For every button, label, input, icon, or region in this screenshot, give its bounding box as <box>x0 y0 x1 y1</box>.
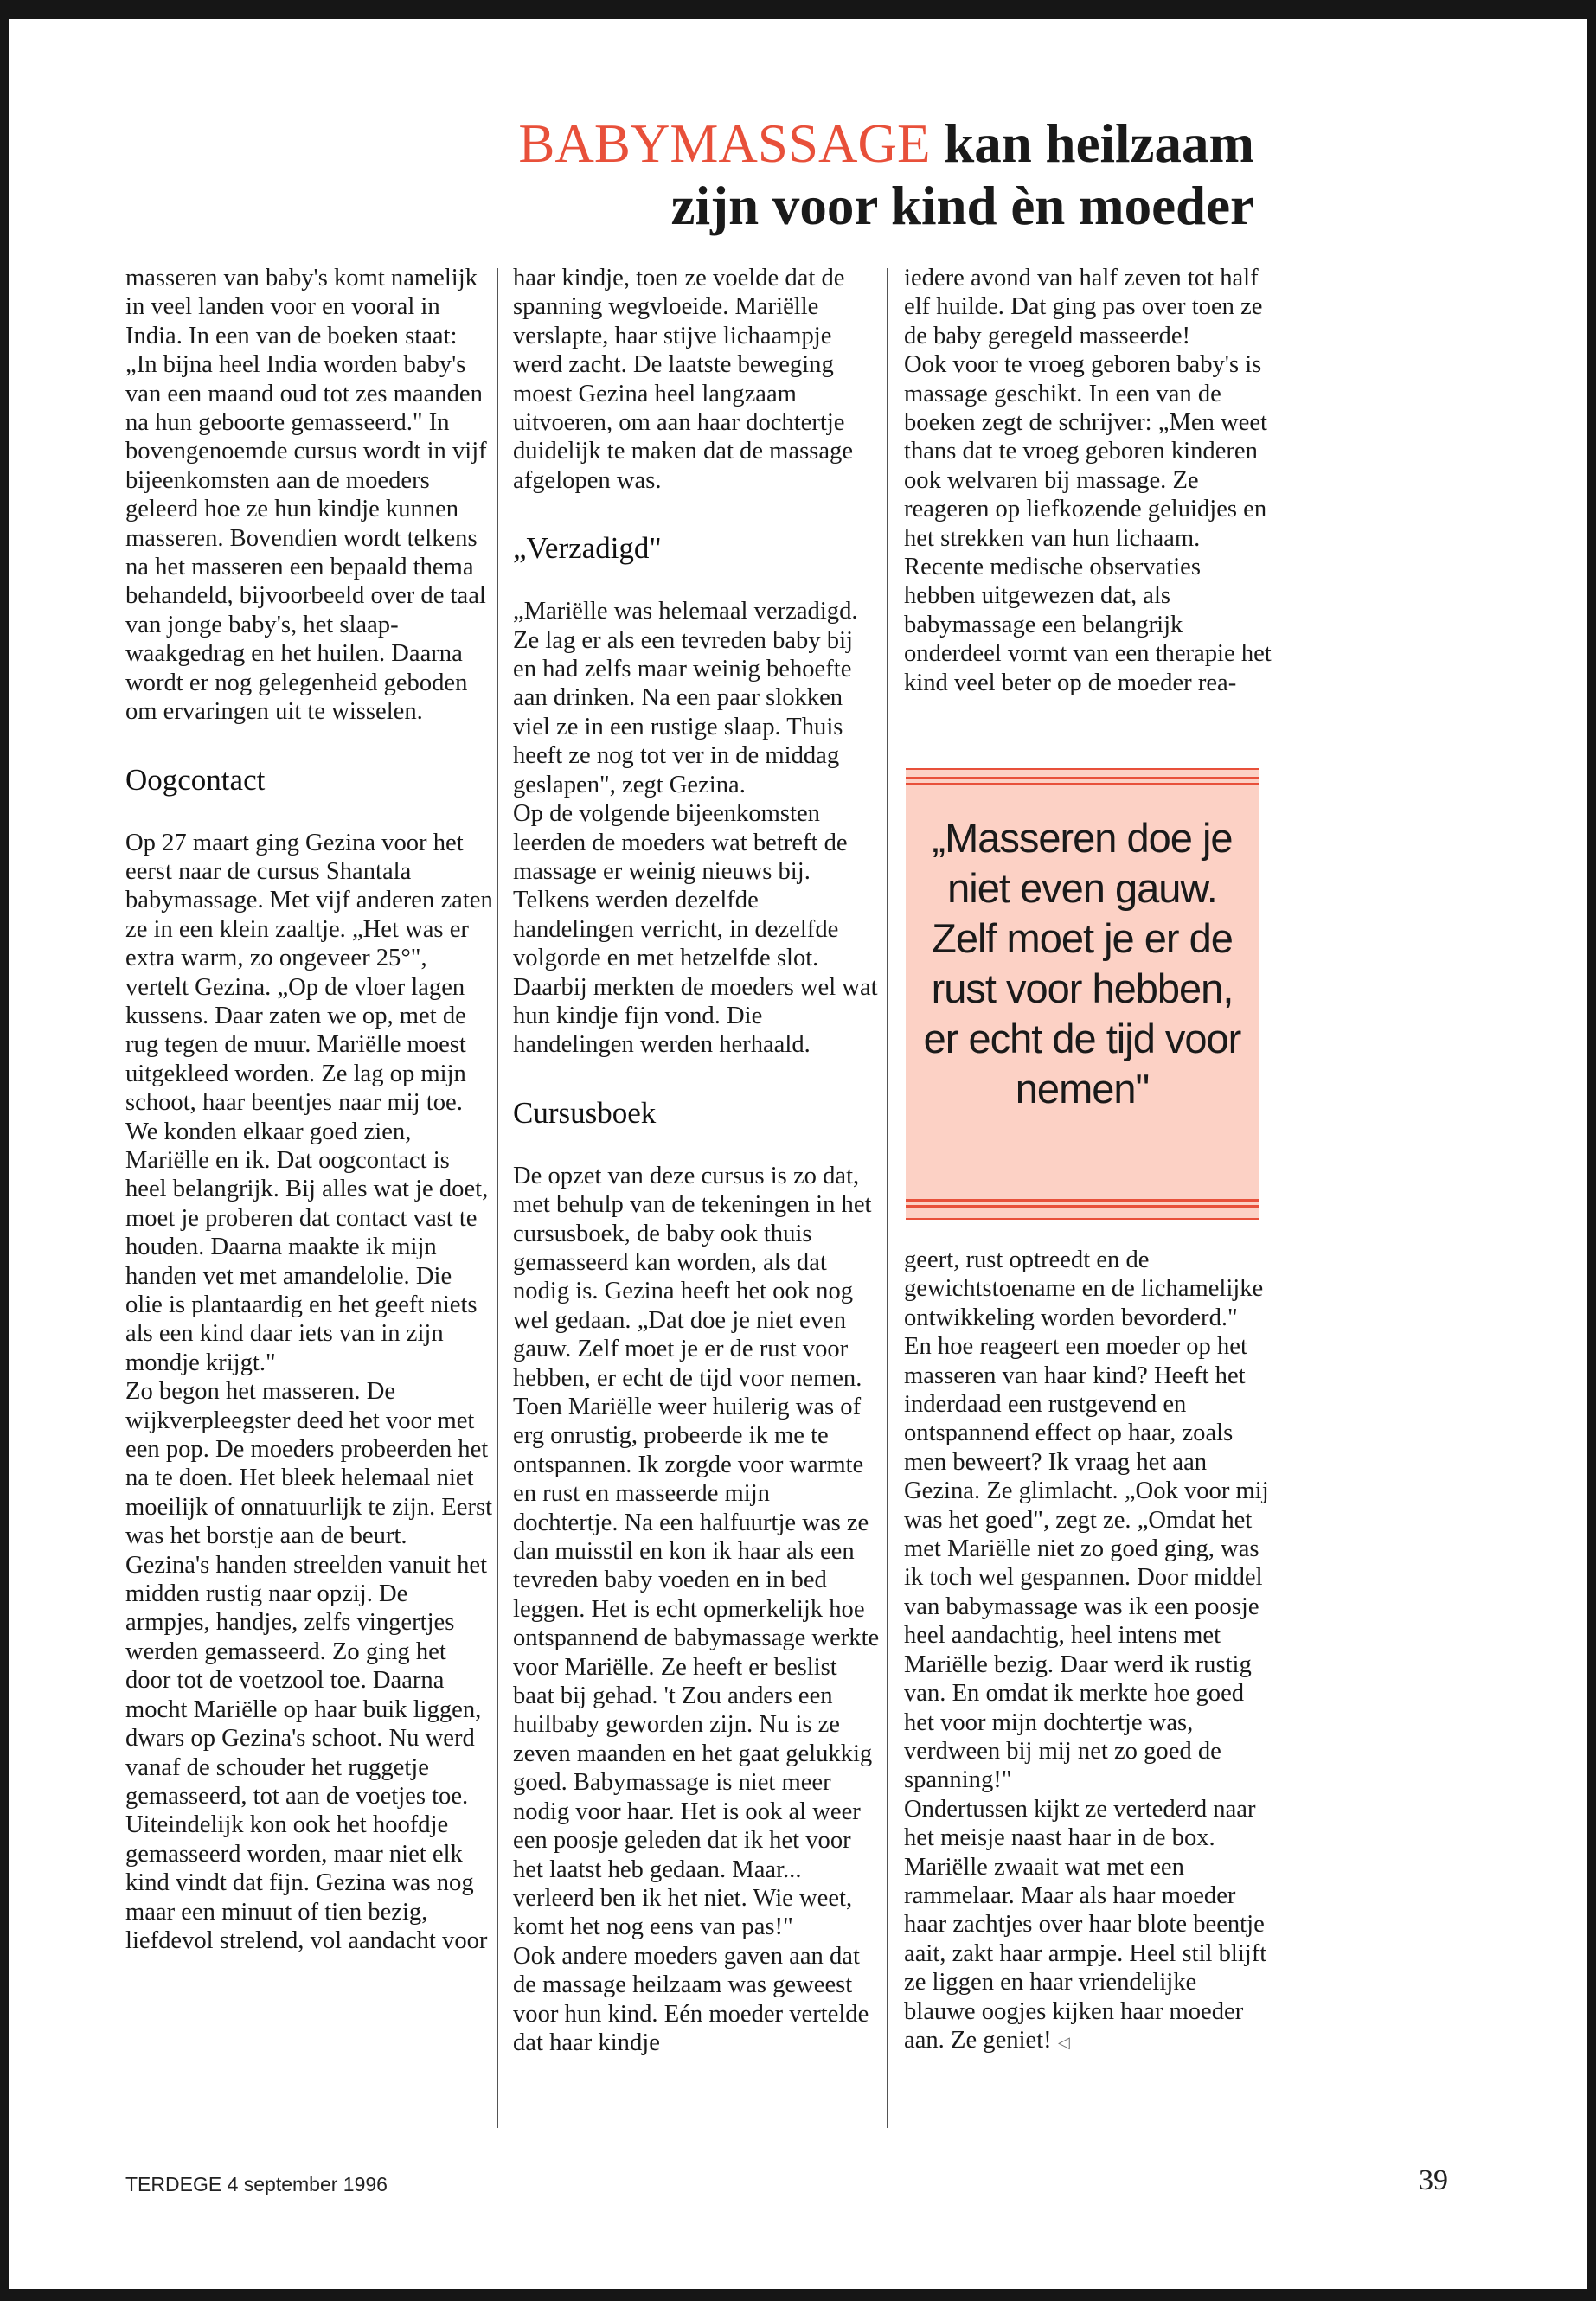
paragraph: haar kindje, toen ze voelde dat de spanning wegvloeide. Mariëlle verslapte, haar stijve lichaampje werd zacht. De laatste beweging moest Gezina heel langzaam uitvoeren, om aan haar dochtertje duidelijk te maken dat de massage afgelopen was. <box>513 265 854 494</box>
publication-footer: TERDEGE 4 september 1996 <box>125 2173 388 2195</box>
paragraph: En hoe reageert een moeder op het masseren van haar kind? Heeft het inderdaad een rustgevend en ontspannend effect op haar, zoals men beweert? Ik vraag het aan Gezina. Ze glimlacht. „Ook voor mij was het goed", zegt ze. „Omdat het met Mariëlle niet zo goed ging, was ik toch wel gespannen. Door middel van babymassage was ik een poosje heel aandachtig, heel intens met Mariëlle bezig. Daar werd ik rustig van. En omdat ik merkte hoe goed het voor mijn dochtertje was, verdween bij mij net zo goed de spanning!" <box>904 1333 1269 1794</box>
column-1 <box>125 264 493 1955</box>
closing-text: Ondertussen kijkt ze vertederd naar het meisje naast haar in de box. Mariëlle zwaait wat met een rammelaar. Maar als haar moeder haar zachtjes over haar blote beentje aait, zakt haar armpje. Heel stil blijft ze liggen en haar vriendelijke blauwe oogjes kijken haar moeder aan. Ze geniet! <box>904 1795 1267 2054</box>
column-rule-2 <box>887 268 888 2128</box>
paragraph: Op 27 maart ging Gezina voor het eerst naar de cursus Shantala babymassage. Met vijf anderen zaten ze in een klein zaaltje. „Het was er extra warm, zo ongeveer 25°", vertelt Gezina. „Op de vloer lagen kussens. Daar zaten we op, met de rug tegen de muur. Mariëlle moest uitgekleed worden. Ze lag op mijn schoot, haar beentjes naar mij toe. We konden elkaar goed zien, Mariëlle en ik. Dat oogcontact is heel belangrijk. Bij alles wat je doet, moet je proberen dat contact vast te houden. Daarna maakte ik mijn handen vet met amandelolie. Die olie is plantaardig en het geeft niets als een kind daar iets van in zijn mondje krijgt." <box>125 829 493 1376</box>
paragraph: Zo begon het masseren. De wijkverpleegster deed het voor met een pop. De moeders probeerden het na te doen. Het bleek helemaal niet moeilijk of onnatuurlijk te zijn. Eerst was het borstje aan de beurt. Gezina's handen streelden vanuit het midden rustig naar opzij. De armpjes, handjes, zelfs vingertjes werden gemasseerd. Zo ging het door tot de voetzool toe. Daarna mocht Mariëlle op haar buik liggen, dwars op Gezina's schoot. Nu werd vanaf de schouder het ruggetje gemasseerd, tot aan de voetjes toe. Uiteindelijk kon ook het hoofdje gemasseerd worden, maar niet elk kind vindt dat fijn. Gezina was nog maar een minuut of tien bezig, liefdevol strelend, vol aandacht voor <box>125 1378 493 1954</box>
article-title <box>389 112 1254 237</box>
end-of-article-icon: ◁ <box>1057 2033 1070 2052</box>
column-3-bottom <box>904 1246 1272 2057</box>
page-frame-right <box>1587 0 1596 2301</box>
paragraph: iedere avond van half zeven tot half elf huilde. Dat ging pas over toen ze de baby geregeld masseerde! <box>904 265 1263 349</box>
page-frame-left <box>0 0 9 2301</box>
title-highlight: BABYMASSAGE <box>518 113 931 174</box>
page-frame-bottom <box>0 2289 1596 2301</box>
title-rest: kan heilzaam <box>930 113 1254 174</box>
page-frame-top <box>0 0 1596 19</box>
quote-rule-bottom <box>906 1199 1259 1211</box>
title-line-2: zijn voor kind èn moeder <box>670 176 1254 236</box>
paragraph: „Mariëlle was helemaal verzadigd. Ze lag er als een tevreden baby bij en had zelfs maar weinig behoefte aan drinken. Na een paar slokken viel ze in een rustige slaap. Thuis heeft ze nog tot ver in de middag geslapen", zegt Gezina. <box>513 598 858 798</box>
pull-quote-text: „Masseren doe je niet even gauw. Zelf moet je er de rust voor hebben, er echt de tijd voor nemen" <box>923 815 1241 1112</box>
section-heading-cursusboek: Cursusboek <box>513 1095 657 1130</box>
quote-rule-top <box>906 777 1259 789</box>
section-heading-verzadigd: „Verzadigd" <box>513 531 662 566</box>
paragraph: De opzet van deze cursus is zo dat, met behulp van de tekeningen in het cursusboek, de baby ook thuis gemasseerd kan worden, als dat nodig is. Gezina heeft het ook nog wel gedaan. „Dat doe je niet even gauw. Zelf moet je er de rust voor hebben, er echt de tijd voor nemen. Toen Mariëlle weer huilerig was of erg onrustig, probeerde ik me te ontspannen. Ik zorgde voor warmte en rust en masseerde mijn dochtertje. Na een halfuurtje was ze dan muisstil en kon ik haar als een tevreden baby voeden en in bed leggen. Het is echt opmerkelijk hoe ontspannend de babymassage werkte voor Mariëlle. Ze heeft er beslist baat bij gehad. 't Zou anders een huilbaby geworden zijn. Nu is ze zeven maanden en het gaat gelukkig goed. Babymassage is niet meer nodig voor haar. Het is ook al weer een poosje geleden dat ik het voor het laatst heb gedaan. Maar... verleerd ben ik het niet. Wie weet, komt het nog eens van pas!" <box>513 1162 880 1941</box>
title-line-1 <box>389 112 1254 175</box>
pull-quote <box>906 768 1259 1220</box>
paragraph: Op de volgende bijeenkomsten leerden de moeders wat betreft de massage er weinig nieuws bij. Telkens werden dezelfde handelingen verricht, in dezelfde volgorde en met hetzelfde slot. Daarbij merkten de moeders wel wat hun kindje fijn vond. Die handelingen werden herhaald. <box>513 800 878 1059</box>
page-number: 39 <box>1419 2164 1448 2196</box>
section-heading-oogcontact: Oogcontact <box>125 762 266 797</box>
paragraph: masseren van baby's komt namelijk in veel landen voor en vooral in India. In een van de boeken staat: „In bijna heel India worden baby's van een maand oud tot zes maanden na hun geboorte gemasseerd." In bovengenoemde cursus wordt in vijf bijeenkomsten aan de moeders geleerd hoe ze hun kindje kunnen masseren. Bovendien wordt telkens na het masseren een bepaald thema behandeld, bijvoorbeeld over de taal van jonge baby's, het slaap-waakgedrag en het huilen. Daarna wordt er nog gelegenheid geboden om ervaringen uit te wisselen. <box>125 265 487 726</box>
paragraph <box>904 1795 1272 2058</box>
paragraph: geert, rust optreedt en de gewichtstoename en de lichamelijke ontwikkeling worden bevorderd." <box>904 1247 1264 1331</box>
column-3-top <box>904 264 1272 697</box>
column-2 <box>513 264 881 2057</box>
paragraph: Ook voor te vroeg geboren baby's is massage geschikt. In een van de boeken zegt de schrijver: „Men weet thans dat te vroeg geboren kinderen ook welvaren bij massage. Ze reageren op liefkozende geluidjes en het strekken van hun lichaam. Recente medische observaties hebben uitgewezen dat, als babymassage een belangrijk onderdeel vormt van een therapie het kind veel beter op de moeder rea- <box>904 351 1272 696</box>
paragraph: Ook andere moeders gaven aan dat de massage heilzaam was geweest voor hun kind. Eén moeder vertelde dat haar kindje <box>513 1942 869 2056</box>
column-rule-1 <box>497 268 498 2128</box>
